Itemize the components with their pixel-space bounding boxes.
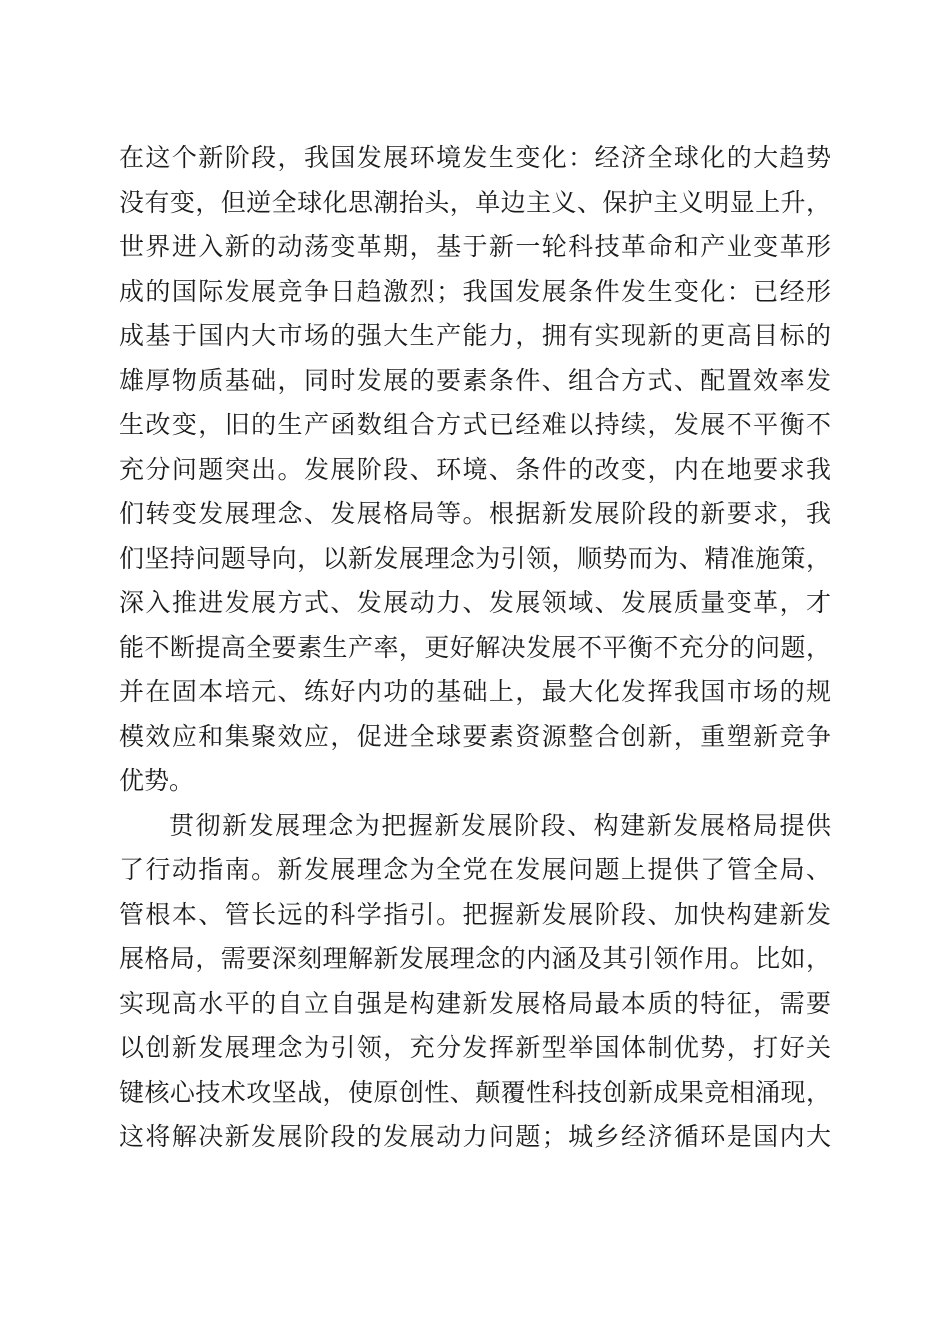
paragraph-1 (119, 136, 831, 804)
text-line: 管根本、管长远的科学指引。把握新发展阶段、加快构建新发 (119, 899, 831, 929)
text-line: 们转变发展理念、发展格局等。根据新发展阶段的新要求，我 (119, 499, 831, 528)
text-line: 这将解决新发展阶段的发展动力问题；城乡经济循环是国内大 (119, 1122, 831, 1151)
text-line: 在这个新阶段，我国发展环境发生变化：经济全球化的大趋势 (119, 143, 831, 172)
text-line: 键核心技术攻坚战，使原创性、颠覆性科技创新成果竞相涌现， (119, 1077, 831, 1107)
body-text (119, 136, 831, 1160)
text-line: 展格局，需要深刻理解新发展理念的内涵及其引领作用。比如， (119, 944, 831, 973)
text-line: 雄厚物质基础，同时发展的要素条件、组合方式、配置效率发 (119, 365, 831, 395)
text-line: 优势。 (119, 766, 195, 795)
paragraph-2 (119, 804, 831, 1160)
text-line: 了行动指南。新发展理念为全党在发展问题上提供了管全局、 (119, 855, 831, 884)
text-line: 深入推进发展方式、发展动力、发展领域、发展质量变革，才 (119, 588, 831, 617)
text-line: 充分问题突出。发展阶段、环境、条件的改变，内在地要求我 (119, 454, 831, 484)
text-line: 贯彻新发展理念为把握新发展阶段、构建新发展格局提供 (169, 810, 831, 840)
text-line: 模效应和集聚效应，促进全球要素资源整合创新，重塑新竞争 (119, 721, 831, 751)
text-line: 没有变，但逆全球化思潮抬头，单边主义、保护主义明显上升， (119, 187, 831, 217)
text-line: 们坚持问题导向，以新发展理念为引领，顺势而为、精准施策， (119, 543, 831, 573)
text-line: 成的国际发展竞争日趋激烈；我国发展条件发生变化：已经形 (119, 276, 831, 306)
text-line: 实现高水平的自立自强是构建新发展格局最本质的特征，需要 (119, 988, 831, 1018)
text-line: 并在固本培元、练好内功的基础上，最大化发挥我国市场的规 (119, 677, 831, 706)
text-line: 世界进入新的动荡变革期，基于新一轮科技革命和产业变革形 (119, 232, 831, 261)
text-line: 以创新发展理念为引领，充分发挥新型举国体制优势，打好关 (119, 1033, 831, 1062)
text-line: 生改变，旧的生产函数组合方式已经难以持续，发展不平衡不 (119, 410, 831, 439)
text-line: 成基于国内大市场的强大生产能力，拥有实现新的更高目标的 (119, 321, 831, 350)
text-line: 能不断提高全要素生产率，更好解决发展不平衡不充分的问题， (119, 632, 831, 662)
